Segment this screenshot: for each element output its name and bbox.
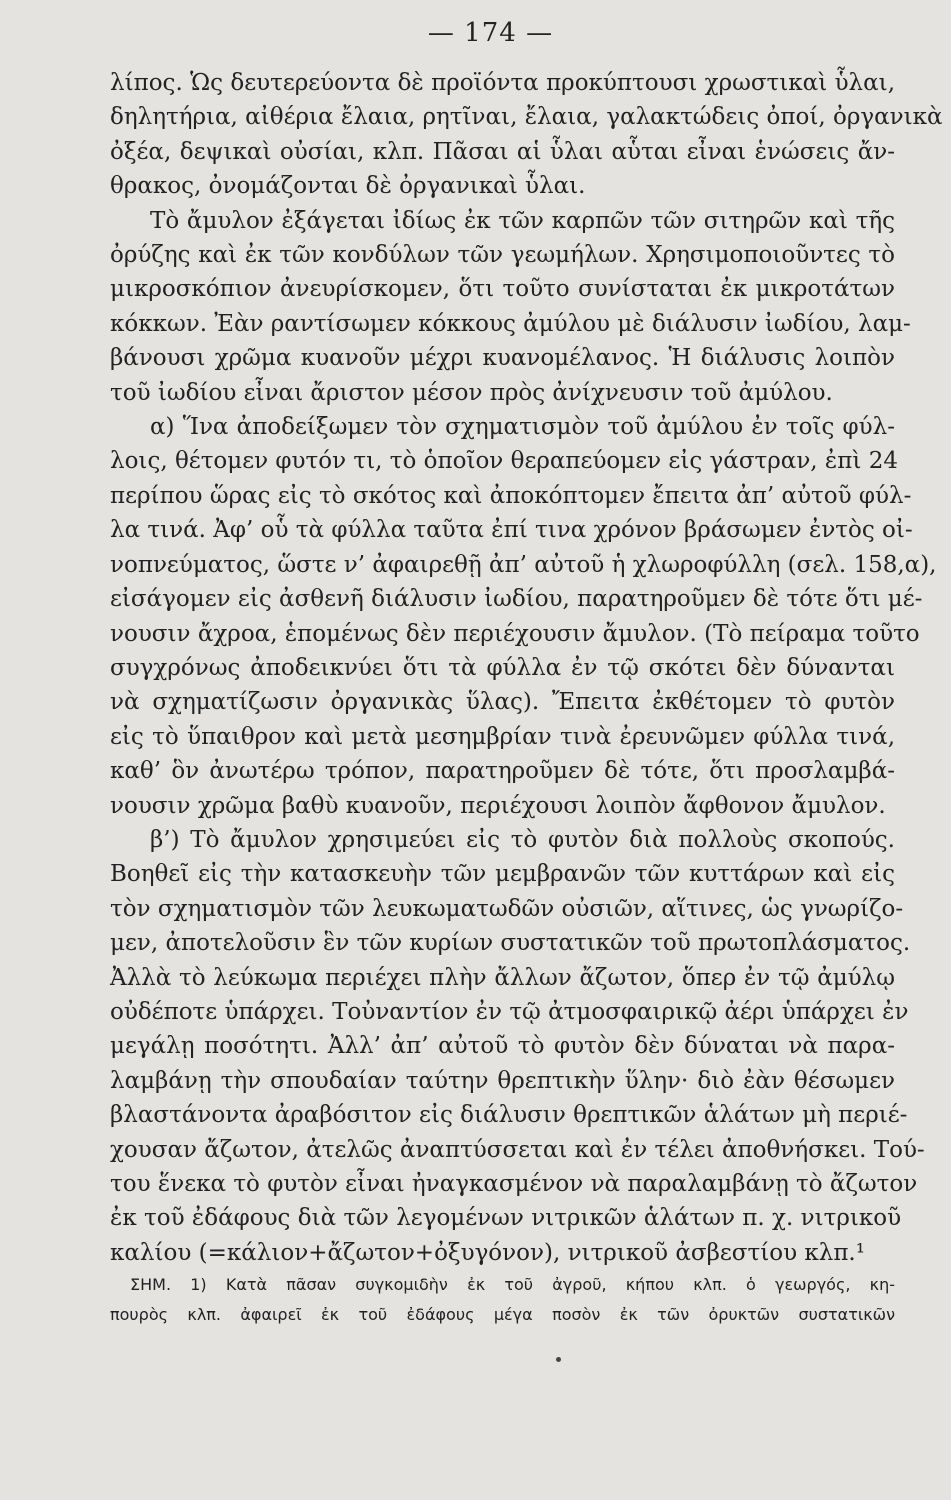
footnote-line: ΣΗΜ. 1) Κατὰ πᾶσαν συγκομιδὴν ἐκ τοῦ ἀγροῦ, κήπου κλπ. ὁ γεωργός, κη- (130, 1275, 895, 1294)
text-line: λίπος. Ὡς δευτερεύοντα δὲ προϊόντα προκύπτουσι χρωστικαὶ ὗλαι, (110, 70, 895, 96)
text-line: τοῦ ἰωδίου εἶναι ἄριστον μέσον πρὸς ἀνίχνευσιν τοῦ ἀμύλου. (110, 379, 833, 406)
text-line: β’) Τὸ ἄμυλον χρησιμεύει εἰς τὸ φυτὸν διὰ πολλοὺς σκοπούς. (150, 826, 895, 853)
text-line: θρακος, ὀνομάζονται δὲ ὀργανικαὶ ὗλαι. (110, 173, 586, 200)
text-line: α) Ἵνα ἀποδείξωμεν τὸν σχηματισμὸν τοῦ ἀμύλου ἐν τοῖς φύλ- (150, 414, 895, 441)
text-line: μεγάλῃ ποσότητι. Ἀλλ’ ἀπ’ αὐτοῦ τὸ φυτὸν δὲν δύναται νὰ παρα- (110, 1033, 895, 1060)
text-line: περίπου ὥρας εἰς τὸ σκότος καὶ ἀποκόπτομεν ἔπειτα ἀπ’ αὐτοῦ φύλ- (110, 482, 912, 509)
text-line: κόκκων. Ἐὰν ραντίσωμεν κόκκους ἀμύλου μὲ διάλυσιν ἰωδίου, λαμ- (110, 310, 911, 337)
text-line: εἰσάγομεν εἰς ἀσθενῆ διάλυσιν ἰωδίου, παρατηροῦμεν δὲ τότε ὅτι μέ- (110, 586, 923, 613)
text-line: ὀρύζης καὶ ἐκ τῶν κονδύλων τῶν γεωμήλων. Χρησιμοποιοῦντες τὸ (110, 242, 895, 269)
text-line: χουσαν ἄζωτον, ἀτελῶς ἀναπτύσσεται καὶ ἐν τέλει ἀποθνήσκει. Τού- (110, 1136, 925, 1163)
text-line: δηλητήρια, αἰθέρια ἔλαια, ρητῖναι, ἔλαια, γαλακτώδεις ὀποί, ὀργανικὰ (110, 104, 943, 131)
text-line: συγχρόνως ἀποδεικνύει ὅτι τὰ φύλλα ἐν τῷ σκότει δὲν δύνανται (110, 654, 895, 681)
page-number: — 174 — (427, 18, 554, 48)
text-line: μικροσκόπιον ἀνευρίσκομεν, ὅτι τοῦτο συνίσταται ἐκ μικροτάτων (110, 276, 895, 303)
text-line: εἰς τὸ ὕπαιθρον καὶ μετὰ μεσημβρίαν τινὰ ἐρευνῶμεν φύλλα τινά, (110, 723, 895, 750)
text-line: βλαστάνοντα ἀραβόσιτον εἰς διάλυσιν θρεπτικῶν ἁλάτων μὴ περιέ- (110, 1102, 908, 1129)
text-line: λοις, θέτομεν φυτόν τι, τὸ ὁποῖον θεραπεύομεν εἰς γάστραν, ἐπὶ 24 (110, 448, 898, 475)
text-line: ἐκ τοῦ ἐδάφους διὰ τῶν λεγομένων νιτρικῶν ἁλάτων π. χ. νιτρικοῦ (110, 1205, 902, 1232)
text-line: νὰ σχηματίζωσιν ὀργανικὰς ὕλας). Ἔπειτα ἐκθέτομεν τὸ φυτὸν (110, 689, 895, 716)
text-line: καθ’ ὃν ἀνωτέρω τρόπον, παρατηροῦμεν δὲ τότε, ὅτι προσλαμβά- (110, 758, 895, 785)
text-line: Ἀλλὰ τὸ λεύκωμα περιέχει πλὴν ἄλλων ἄζωτον, ὅπερ ἐν τῷ ἀμύλῳ (110, 964, 895, 991)
text-line: ὀξέα, δεψικαὶ οὐσίαι, κλπ. Πᾶσαι αἱ ὗλαι αὗται εἶναι ἑνώσεις ἄν- (110, 138, 895, 165)
text-line: νοπνεύματος, ὥστε ν’ ἀφαιρεθῇ ἀπ’ αὐτοῦ ἡ χλωροφύλλη (σελ. 158,α), (110, 551, 937, 578)
text-line: καλίου (=κάλιον+ἄζωτον+ὀξυγόνον), νιτρικοῦ ἀσβεστίου κλπ.¹ (110, 1239, 865, 1266)
text-line: του ἕνεκα τὸ φυτὸν εἶναι ἠναγκασμένον νὰ παραλαμβάνῃ τὸ ἄζωτον (110, 1171, 918, 1197)
footnote-line: πουρὸς κλπ. ἀφαιρεῖ ἐκ τοῦ ἐδάφους μέγα ποσὸν ἐκ τῶν ὀρυκτῶν συστατικῶν (110, 1305, 895, 1324)
text-line: λαμβάνῃ τὴν σπουδαίαν ταύτην θρεπτικὴν ὕλην· διὸ ἐὰν θέσωμεν (110, 1067, 895, 1094)
text-line: τὸν σχηματισμὸν τῶν λευκωματωδῶν οὐσιῶν, αἵτινες, ὡς γνωρίζο- (110, 895, 904, 922)
text-line: οὐδέποτε ὑπάρχει. Τοὐναντίον ἐν τῷ ἀτμοσφαιρικῷ ἀέρι ὑπάρχει ἐν (110, 998, 909, 1025)
text-line: Τὸ ἄμυλον ἐξάγεται ἰδίως ἐκ τῶν καρπῶν τῶν σιτηρῶν καὶ τῆς (150, 207, 895, 234)
ink-speck (556, 1357, 561, 1362)
footnote (110, 1270, 895, 1330)
text-line: βάνουσι χρῶμα κυανοῦν μέχρι κυανομέλανος. Ἡ διάλυσις λοιπὸν (110, 345, 895, 372)
text-line: νουσιν ἄχροα, ἑπομένως δὲν περιέχουσιν ἄμυλον. (Τὸ πείραμα τοῦτο (110, 620, 920, 647)
text-line: λα τινά. Ἀφ’ οὗ τὰ φύλλα ταῦτα ἐπί τινα χρόνον βράσωμεν ἐντὸς οἰ- (110, 517, 913, 544)
text-line: νουσιν χρῶμα βαθὺ κυανοῦν, περιέχουσι λοιπὸν ἄφθονον ἄμυλον. (110, 792, 886, 819)
text-line: Βοηθεῖ εἰς τὴν κατασκευὴν τῶν μεμβρανῶν τῶν κυττάρων καὶ εἰς (110, 861, 895, 888)
body-text (110, 66, 943, 1270)
text-line: μεν, ἀποτελοῦσιν ἓν τῶν κυρίων συστατικῶν τοῦ πρωτοπλάσματος. (110, 930, 911, 957)
